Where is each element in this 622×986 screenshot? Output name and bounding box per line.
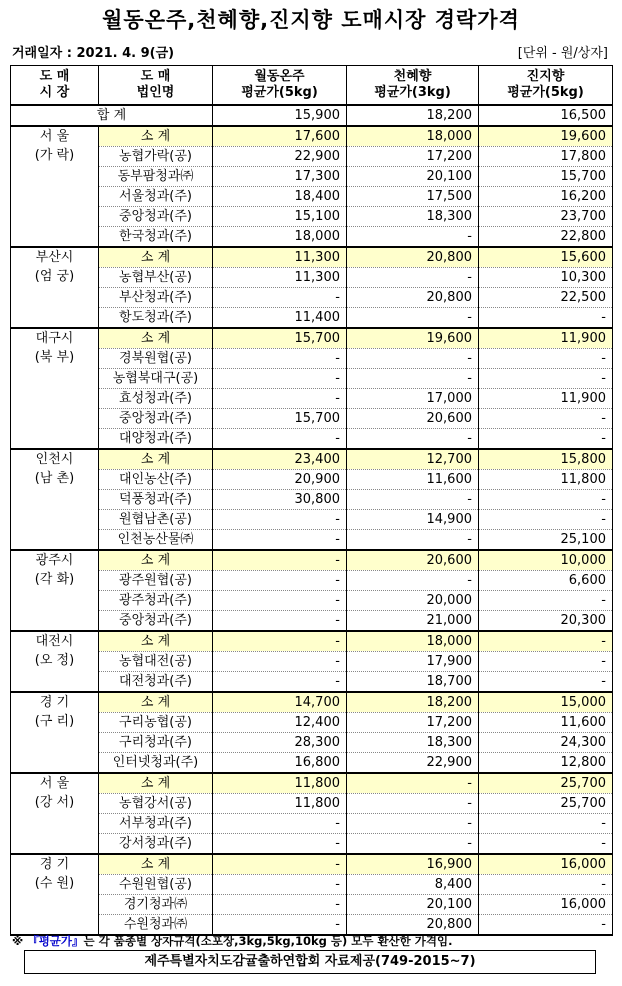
corp-name: 경기청과㈜ bbox=[99, 895, 213, 915]
price-cell: 20,100 bbox=[347, 895, 479, 915]
table-row bbox=[11, 915, 613, 936]
corp-name: 강서청과(주) bbox=[99, 834, 213, 855]
subtotal-row bbox=[11, 773, 613, 794]
price-cell: - bbox=[213, 429, 347, 450]
price-cell: - bbox=[479, 429, 613, 450]
price-cell: - bbox=[213, 530, 347, 551]
table-row bbox=[11, 349, 613, 369]
price-cell: 18,000 bbox=[213, 227, 347, 248]
subtotal-row bbox=[11, 126, 613, 147]
corp-name: 농협부산(공) bbox=[99, 268, 213, 288]
corp-name: 서부청과(주) bbox=[99, 814, 213, 834]
price-cell: - bbox=[213, 389, 347, 409]
subtotal-label: 소 계 bbox=[99, 247, 213, 268]
price-cell: 24,300 bbox=[479, 733, 613, 753]
subtotal-label: 소 계 bbox=[99, 449, 213, 470]
table-row bbox=[11, 834, 613, 855]
price-cell: - bbox=[213, 631, 347, 652]
table-row bbox=[11, 288, 613, 308]
market-name: 부산시 (엄 궁) bbox=[11, 247, 99, 328]
price-cell: 16,000 bbox=[479, 854, 613, 875]
market-name: 대전시 (오 정) bbox=[11, 631, 99, 692]
price-cell: 15,800 bbox=[479, 449, 613, 470]
market-name: 서 울 (강 서) bbox=[11, 773, 99, 854]
price-cell: 16,900 bbox=[347, 854, 479, 875]
price-cell: 25,100 bbox=[479, 530, 613, 551]
trade-date: 거래일자 : 2021. 4. 9(금) bbox=[12, 46, 175, 61]
corp-name: 인터넷청과(주) bbox=[99, 753, 213, 774]
price-cell: - bbox=[213, 915, 347, 936]
price-cell: - bbox=[479, 591, 613, 611]
price-cell: - bbox=[479, 490, 613, 510]
total-value: 18,200 bbox=[347, 105, 479, 126]
corp-name: 구리청과(주) bbox=[99, 733, 213, 753]
price-cell: 11,600 bbox=[347, 470, 479, 490]
subtotal-row bbox=[11, 449, 613, 470]
price-cell: 15,600 bbox=[479, 247, 613, 268]
price-cell: 10,300 bbox=[479, 268, 613, 288]
price-cell: - bbox=[479, 510, 613, 530]
price-cell: 20,800 bbox=[347, 247, 479, 268]
price-cell: 19,600 bbox=[347, 328, 479, 349]
table-row bbox=[11, 227, 613, 248]
subtotal-label: 소 계 bbox=[99, 631, 213, 652]
price-cell: 10,000 bbox=[479, 550, 613, 571]
price-cell: 22,500 bbox=[479, 288, 613, 308]
price-cell: 20,800 bbox=[347, 288, 479, 308]
corp-name: 농협강서(공) bbox=[99, 794, 213, 814]
price-cell: 16,800 bbox=[213, 753, 347, 774]
subtotal-row bbox=[11, 692, 613, 713]
price-cell: 12,700 bbox=[347, 449, 479, 470]
corp-name: 광주청과(주) bbox=[99, 591, 213, 611]
corp-name: 한국청과(주) bbox=[99, 227, 213, 248]
price-cell: 18,400 bbox=[213, 187, 347, 207]
price-cell: - bbox=[213, 349, 347, 369]
table-row bbox=[11, 268, 613, 288]
price-cell: 23,700 bbox=[479, 207, 613, 227]
corp-name: 수원청과㈜ bbox=[99, 915, 213, 936]
price-cell: - bbox=[213, 510, 347, 530]
price-cell: 16,000 bbox=[479, 895, 613, 915]
subtotal-label: 소 계 bbox=[99, 550, 213, 571]
subtotal-label: 소 계 bbox=[99, 126, 213, 147]
header-col3: 진지향 평균가(5kg) bbox=[479, 66, 613, 106]
corp-name: 중앙청과(주) bbox=[99, 611, 213, 632]
price-cell: - bbox=[347, 814, 479, 834]
corp-name: 광주원협(공) bbox=[99, 571, 213, 591]
corp-name: 덕풍청과(주) bbox=[99, 490, 213, 510]
price-cell: 11,800 bbox=[479, 470, 613, 490]
table-row bbox=[11, 814, 613, 834]
table-row bbox=[11, 470, 613, 490]
corp-name: 농협가락(공) bbox=[99, 147, 213, 167]
price-cell: - bbox=[479, 349, 613, 369]
table-row bbox=[11, 167, 613, 187]
table-row bbox=[11, 409, 613, 429]
price-cell: 17,900 bbox=[347, 652, 479, 672]
price-cell: - bbox=[479, 308, 613, 329]
corp-name: 중앙청과(주) bbox=[99, 409, 213, 429]
price-cell: 16,200 bbox=[479, 187, 613, 207]
table-row bbox=[11, 207, 613, 227]
price-cell: 14,900 bbox=[347, 510, 479, 530]
price-cell: - bbox=[213, 672, 347, 693]
price-cell: 20,100 bbox=[347, 167, 479, 187]
price-cell: - bbox=[347, 773, 479, 794]
subtotal-label: 소 계 bbox=[99, 773, 213, 794]
price-cell: - bbox=[479, 672, 613, 693]
corp-name: 원협남촌(공) bbox=[99, 510, 213, 530]
price-cell: - bbox=[479, 369, 613, 389]
price-cell: - bbox=[213, 571, 347, 591]
subtotal-label: 소 계 bbox=[99, 328, 213, 349]
note-mark: ※ bbox=[12, 934, 24, 948]
subtotal-row bbox=[11, 247, 613, 268]
price-cell: - bbox=[213, 814, 347, 834]
price-cell: - bbox=[213, 834, 347, 855]
market-name: 경 기 (구 리) bbox=[11, 692, 99, 773]
price-cell: - bbox=[213, 611, 347, 632]
note-quoted: 『평균가』 bbox=[27, 934, 84, 948]
market-name: 서 울 (가 락) bbox=[11, 126, 99, 247]
corp-name: 효성청과(주) bbox=[99, 389, 213, 409]
price-cell: 11,900 bbox=[479, 389, 613, 409]
total-value: 16,500 bbox=[479, 105, 613, 126]
corp-name: 동부팜청과㈜ bbox=[99, 167, 213, 187]
table-row bbox=[11, 895, 613, 915]
table-row bbox=[11, 753, 613, 774]
price-cell: 18,300 bbox=[347, 733, 479, 753]
header-col1: 월동온주 평균가(5kg) bbox=[213, 66, 347, 106]
price-cell: - bbox=[479, 915, 613, 936]
corp-name: 부산청과(주) bbox=[99, 288, 213, 308]
price-cell: 6,600 bbox=[479, 571, 613, 591]
unit-label: [단위 - 원/상자] bbox=[517, 46, 608, 61]
price-cell: - bbox=[479, 875, 613, 895]
price-cell: 18,000 bbox=[347, 126, 479, 147]
table-row bbox=[11, 672, 613, 693]
subtotal-label: 소 계 bbox=[99, 854, 213, 875]
price-cell: 17,000 bbox=[347, 389, 479, 409]
price-cell: - bbox=[347, 834, 479, 855]
table-row bbox=[11, 510, 613, 530]
price-cell: - bbox=[479, 814, 613, 834]
table-row bbox=[11, 591, 613, 611]
price-cell: 20,900 bbox=[213, 470, 347, 490]
header-corp: 도 매 법인명 bbox=[99, 66, 213, 106]
corp-name: 대인농산(주) bbox=[99, 470, 213, 490]
table-row bbox=[11, 875, 613, 895]
table-row bbox=[11, 187, 613, 207]
table-row bbox=[11, 530, 613, 551]
price-cell: 23,400 bbox=[213, 449, 347, 470]
market-name: 광주시 (각 화) bbox=[11, 550, 99, 631]
table-row bbox=[11, 713, 613, 733]
table-row bbox=[11, 429, 613, 450]
price-cell: - bbox=[347, 794, 479, 814]
price-cell: 12,400 bbox=[213, 713, 347, 733]
price-cell: - bbox=[213, 591, 347, 611]
table-row bbox=[11, 369, 613, 389]
subtotal-label: 소 계 bbox=[99, 692, 213, 713]
corp-name: 경북원협(공) bbox=[99, 349, 213, 369]
price-cell: 11,900 bbox=[479, 328, 613, 349]
price-cell: 17,600 bbox=[213, 126, 347, 147]
table-row bbox=[11, 733, 613, 753]
price-cell: 11,400 bbox=[213, 308, 347, 329]
price-cell: 18,200 bbox=[347, 692, 479, 713]
price-cell: 20,800 bbox=[347, 915, 479, 936]
price-cell: - bbox=[479, 409, 613, 429]
header-row bbox=[11, 66, 613, 106]
table-row bbox=[11, 147, 613, 167]
corp-name: 대양청과(주) bbox=[99, 429, 213, 450]
price-cell: - bbox=[347, 349, 479, 369]
price-cell: - bbox=[347, 429, 479, 450]
price-cell: 15,700 bbox=[479, 167, 613, 187]
subtotal-row bbox=[11, 328, 613, 349]
price-cell: - bbox=[347, 571, 479, 591]
price-cell: 11,600 bbox=[479, 713, 613, 733]
price-cell: 17,500 bbox=[347, 187, 479, 207]
price-cell: - bbox=[479, 652, 613, 672]
table-row bbox=[11, 571, 613, 591]
subtotal-row bbox=[11, 550, 613, 571]
source-box: 제주특별자치도감귤출하연합회 자료제공(749-2015~7) bbox=[24, 950, 596, 974]
price-cell: 20,300 bbox=[479, 611, 613, 632]
price-cell: 22,800 bbox=[479, 227, 613, 248]
total-label: 합 계 bbox=[11, 105, 213, 126]
header-market: 도 매 시 장 bbox=[11, 66, 99, 106]
price-cell: - bbox=[213, 875, 347, 895]
price-cell: - bbox=[479, 631, 613, 652]
table-row bbox=[11, 490, 613, 510]
price-cell: 17,200 bbox=[347, 713, 479, 733]
note-text: 는 각 품종별 상자규격(소포장,3kg,5kg,10kg 등) 모두 환산한 가격임. bbox=[83, 934, 453, 948]
table-row bbox=[11, 794, 613, 814]
price-cell: 15,700 bbox=[213, 409, 347, 429]
price-cell: 11,300 bbox=[213, 247, 347, 268]
price-cell: - bbox=[347, 369, 479, 389]
footnote bbox=[12, 933, 452, 949]
price-cell: - bbox=[213, 369, 347, 389]
page-title: 월동온주,천혜향,진지향 도매시장 경락가격 bbox=[102, 8, 520, 32]
price-cell: 20,600 bbox=[347, 409, 479, 429]
price-cell: - bbox=[213, 550, 347, 571]
corp-name: 농협북대구(공) bbox=[99, 369, 213, 389]
price-cell: 15,100 bbox=[213, 207, 347, 227]
price-cell: 17,200 bbox=[347, 147, 479, 167]
price-cell: 19,600 bbox=[479, 126, 613, 147]
price-cell: 28,300 bbox=[213, 733, 347, 753]
corp-name: 수원원협(공) bbox=[99, 875, 213, 895]
price-cell: - bbox=[479, 834, 613, 855]
total-row bbox=[11, 105, 613, 126]
corp-name: 대전청과(주) bbox=[99, 672, 213, 693]
price-cell: 30,800 bbox=[213, 490, 347, 510]
total-value: 15,900 bbox=[213, 105, 347, 126]
price-cell: - bbox=[347, 308, 479, 329]
price-table bbox=[10, 65, 613, 936]
header-col2: 천혜향 평균가(3kg) bbox=[347, 66, 479, 106]
market-name: 경 기 (수 원) bbox=[11, 854, 99, 935]
table-row bbox=[11, 308, 613, 329]
price-cell: 11,300 bbox=[213, 268, 347, 288]
price-cell: 18,300 bbox=[347, 207, 479, 227]
corp-name: 중앙청과(주) bbox=[99, 207, 213, 227]
table-row bbox=[11, 611, 613, 632]
price-cell: - bbox=[347, 268, 479, 288]
price-cell: 11,800 bbox=[213, 794, 347, 814]
price-cell: 15,000 bbox=[479, 692, 613, 713]
price-cell: 17,300 bbox=[213, 167, 347, 187]
corp-name: 농협대전(공) bbox=[99, 652, 213, 672]
price-cell: 11,800 bbox=[213, 773, 347, 794]
market-name: 인천시 (남 촌) bbox=[11, 449, 99, 550]
price-cell: 17,800 bbox=[479, 147, 613, 167]
corp-name: 서울청과(주) bbox=[99, 187, 213, 207]
price-cell: 20,000 bbox=[347, 591, 479, 611]
price-cell: - bbox=[347, 227, 479, 248]
price-cell: 20,600 bbox=[347, 550, 479, 571]
corp-name: 인천농산물㈜ bbox=[99, 530, 213, 551]
price-cell: - bbox=[347, 530, 479, 551]
price-cell: 22,900 bbox=[347, 753, 479, 774]
price-cell: 14,700 bbox=[213, 692, 347, 713]
market-name: 대구시 (북 부) bbox=[11, 328, 99, 449]
table-row bbox=[11, 389, 613, 409]
price-cell: 21,000 bbox=[347, 611, 479, 632]
subtotal-row bbox=[11, 854, 613, 875]
price-cell: - bbox=[347, 490, 479, 510]
price-cell: - bbox=[213, 895, 347, 915]
subtotal-row bbox=[11, 631, 613, 652]
price-cell: 8,400 bbox=[347, 875, 479, 895]
price-cell: 25,700 bbox=[479, 794, 613, 814]
corp-name: 항도청과(주) bbox=[99, 308, 213, 329]
corp-name: 구리농협(공) bbox=[99, 713, 213, 733]
price-cell: - bbox=[213, 854, 347, 875]
table-row bbox=[11, 652, 613, 672]
price-cell: 15,700 bbox=[213, 328, 347, 349]
price-cell: 18,000 bbox=[347, 631, 479, 652]
price-cell: 22,900 bbox=[213, 147, 347, 167]
price-cell: 25,700 bbox=[479, 773, 613, 794]
price-cell: - bbox=[213, 652, 347, 672]
price-cell: 18,700 bbox=[347, 672, 479, 693]
price-cell: - bbox=[213, 288, 347, 308]
price-cell: 12,800 bbox=[479, 753, 613, 774]
